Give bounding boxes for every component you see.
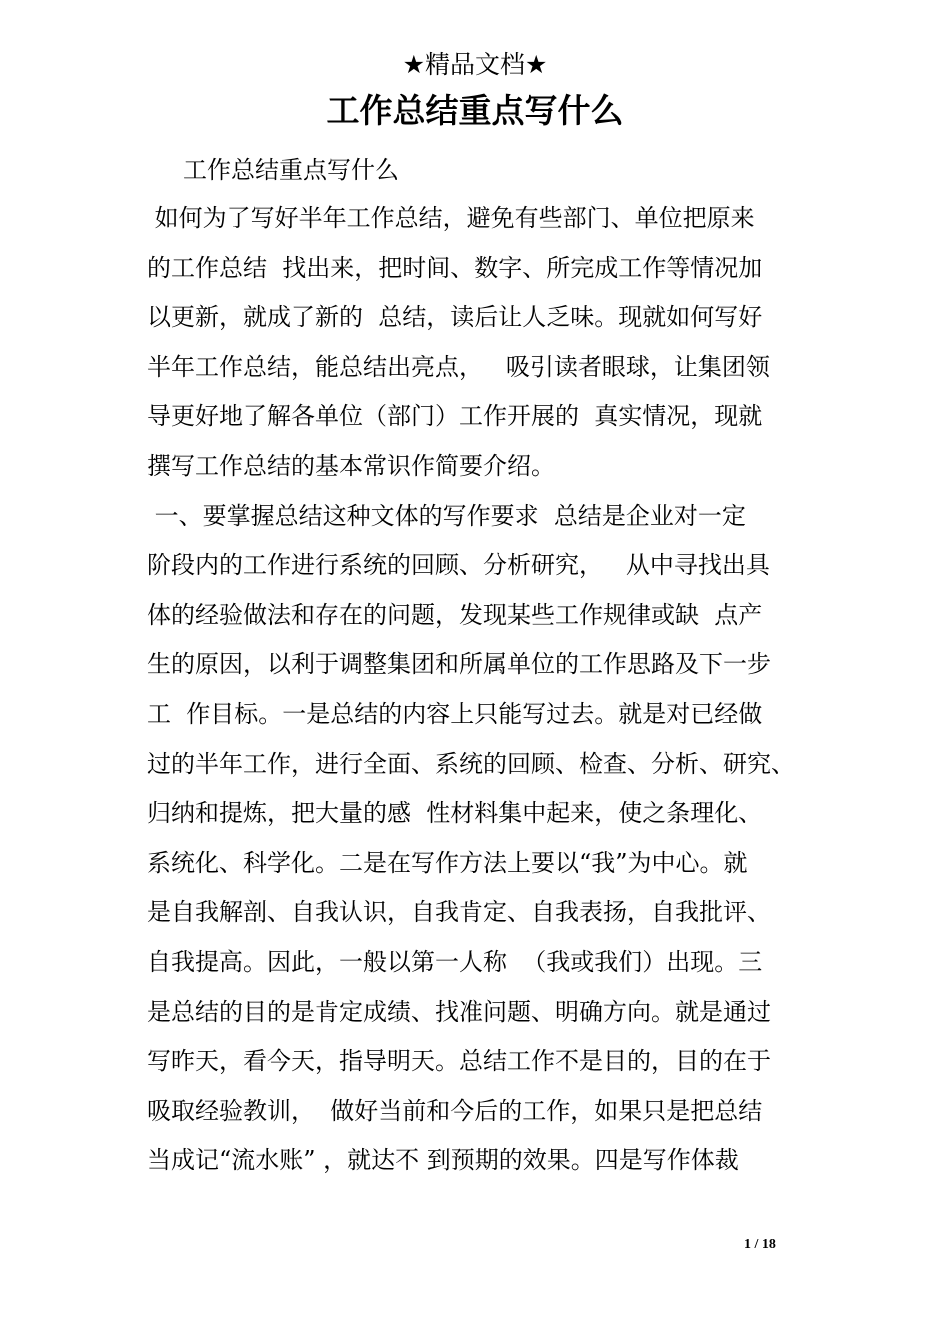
- document-title: 工作总结重点写什么: [326, 91, 624, 130]
- text-line: 以更新，就成了新的 总结，读后让人乏味。现就如何写好: [147, 303, 763, 332]
- text-line: 体的经验做法和存在的问题，发现某些工作规律或缺 点产: [147, 600, 763, 629]
- text-line: 归纳和提炼，把大量的感 性材料集中起来，使之条理化、: [147, 799, 763, 828]
- text-line: 撰写工作总结的基本常识作简要介绍。: [147, 451, 555, 480]
- text-line: 的工作总结 找出来，把时间、数字、所完成工作等情况加: [147, 253, 763, 282]
- text-line: 是自我解剖、自我认识，自我肯定、自我表扬，自我批评、: [147, 898, 771, 927]
- subheading: 工作总结重点写什么: [183, 156, 399, 184]
- text-line: 当成记“流水账” ，就达不 到预期的效果。四是写作体裁: [147, 1146, 739, 1175]
- header-mark: ★精品文档★: [402, 50, 548, 79]
- text-line: 写昨天，看今天，指导明天。总结工作不是目的，目的在于: [147, 1047, 771, 1076]
- text-line: 是总结的目的是肯定成绩、找准问题、明确方向。就是通过: [147, 997, 771, 1026]
- text-line: 过的半年工作，进行全面、系统的回顾、检查、分析、研究、: [147, 749, 795, 778]
- page-number: 1 / 18: [744, 1237, 776, 1252]
- paragraph-intro: [147, 194, 809, 492]
- text-line: 自我提高。因此，一般以第一人称 （我或我们）出现。三: [147, 947, 763, 976]
- text-line: 半年工作总结，能总结出亮点， 吸引读者眼球，让集团领: [147, 352, 770, 381]
- document-body: [147, 146, 809, 1186]
- text-line: 吸取经验教训， 做好当前和今后的工作，如果只是把总结: [147, 1096, 763, 1125]
- paragraph-section-one: [147, 492, 809, 1186]
- text-line: 工 作目标。一是总结的内容上只能写过去。就是对已经做: [147, 699, 763, 728]
- text-line: 阶段内的工作进行系统的回顾、分析研究， 从中寻找出具: [147, 551, 770, 580]
- text-line: 生的原因，以利于调整集团和所属单位的工作思路及下一步: [147, 650, 771, 679]
- text-line: 系统化、科学化。二是在写作方法上要以“我”为中心。就: [147, 848, 748, 877]
- text-line: 一、要掌握总结这种文体的写作要求 总结是企业对一定: [147, 501, 746, 530]
- text-line: 导更好地了解各单位（部门）工作开展的 真实情况，现就: [147, 402, 763, 431]
- text-line: 如何为了写好半年工作总结，避免有些部门、单位把原来: [147, 204, 755, 232]
